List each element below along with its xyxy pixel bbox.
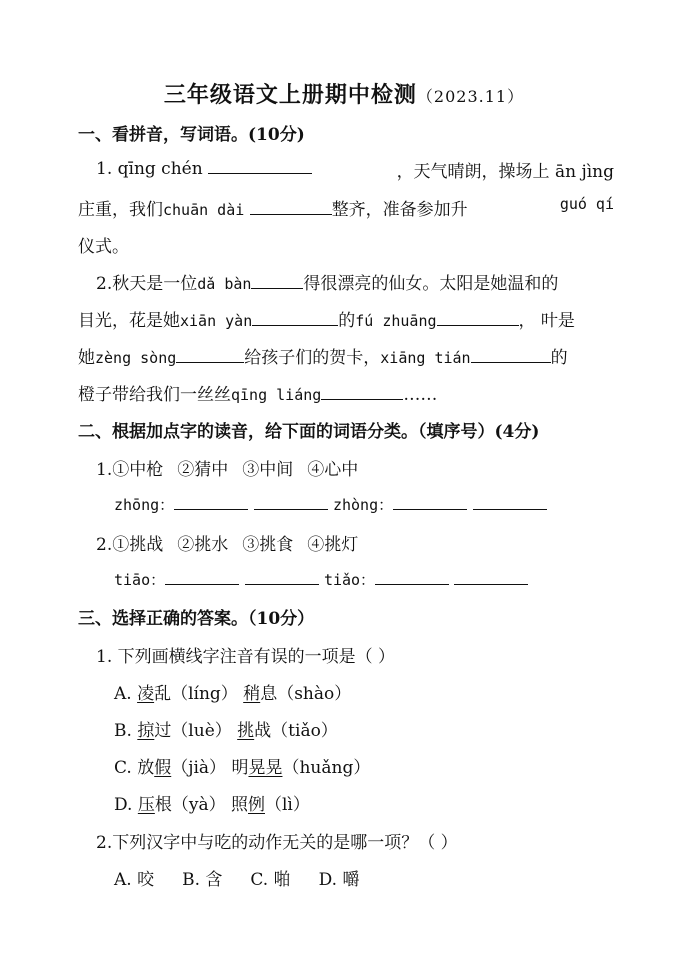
q3-option-b[interactable]: B. 掠过（luè） 挑战（tiǎo） bbox=[114, 721, 338, 741]
q2-group-2-words: 2.①挑战 ②挑水 ③挑食 ④挑灯 bbox=[96, 535, 359, 555]
blank-zengsong[interactable] bbox=[176, 346, 244, 363]
q1-line-2 bbox=[78, 195, 614, 220]
blank-fuzhuang[interactable] bbox=[437, 309, 519, 326]
q1-line-3: 仪式。 bbox=[78, 237, 129, 257]
q1-l2-a: 庄重，我们 bbox=[78, 200, 163, 220]
blank-zhong4-a[interactable] bbox=[393, 493, 467, 510]
blank-qingliang[interactable] bbox=[321, 383, 403, 400]
q3-option-c[interactable]: C. 放假（jià） 明晃晃（huǎng） bbox=[114, 758, 371, 778]
q3-item-1: 1. 下列画横线字注音有误的一项是（ ） bbox=[96, 647, 396, 667]
q1-l1-a: 1. qīng chén bbox=[96, 159, 203, 179]
section-1-heading: 一、看拼音，写词语。(10分) bbox=[78, 125, 305, 145]
q3-opt2-b[interactable]: B. 含 bbox=[182, 870, 223, 890]
blank-tiao3-a[interactable] bbox=[375, 568, 449, 585]
blank-chuandai[interactable] bbox=[250, 198, 332, 215]
q1-l2-py2: guó qí bbox=[559, 195, 614, 213]
q1-line-5: 目光，花是她xiān yàn 的fú zhuāng ， 叶是 bbox=[78, 311, 575, 331]
blank-xianyan[interactable] bbox=[252, 309, 338, 326]
blank-zhong1-a[interactable] bbox=[174, 493, 248, 510]
blank-xiangtian[interactable] bbox=[471, 346, 551, 363]
q3-option-a[interactable]: A. 凌乱（líng） 稍息（shào） bbox=[114, 684, 352, 704]
q1-line-4: 2.秋天是一位dǎ bàn 得很漂亮的仙女。太阳是她温和的 bbox=[96, 274, 559, 294]
blank-zhong1-b[interactable] bbox=[254, 493, 328, 510]
q3-opt2-a[interactable]: A. 咬 bbox=[114, 870, 155, 890]
section-2-heading: 二、根据加点字的读音，给下面的词语分类。（填序号）(4分) bbox=[78, 422, 540, 442]
q2-group-1-answers: zhōng： zhòng： bbox=[114, 493, 654, 515]
section-3-heading: 三、选择正确的答案。（10分） bbox=[78, 609, 315, 629]
q1-line-1 bbox=[96, 157, 614, 182]
q3-opt2-c[interactable]: C. 啪 bbox=[250, 870, 291, 890]
q3-opt2-d[interactable]: D. 嚼 bbox=[318, 870, 360, 890]
blank-tiao3-b[interactable] bbox=[454, 568, 528, 585]
title-date: （2023.11） bbox=[416, 87, 525, 106]
blank-tiao1-a[interactable] bbox=[165, 568, 239, 585]
blank-daban[interactable] bbox=[251, 272, 303, 289]
q3-item-2: 2.下列汉字中与吃的动作无关的是哪一项？（ ） bbox=[96, 833, 458, 853]
q1-l2-b: 整齐，准备参加升 bbox=[331, 200, 468, 220]
page-title bbox=[0, 78, 688, 109]
q1-l1-b: ，天气晴朗，操场上 ān jìng bbox=[396, 162, 614, 182]
q2-group-1-words: 1.①中枪 ②猜中 ③中间 ④心中 bbox=[96, 460, 359, 480]
q3-option-d[interactable]: D. 压根（yà） 照例（lì） bbox=[114, 795, 310, 815]
blank-zhong4-b[interactable] bbox=[473, 493, 547, 510]
blank-tiao1-b[interactable] bbox=[245, 568, 319, 585]
q1-line-6: 她zèng sòng 给孩子们的贺卡，xiāng tián 的 bbox=[78, 348, 568, 368]
q1-line-7: 橙子带给我们一丝丝qīng liáng …… bbox=[78, 385, 438, 405]
q3-item-2-options bbox=[114, 865, 654, 890]
blank-qingchen[interactable] bbox=[208, 157, 312, 174]
title-main: 三年级语文上册期中检测 bbox=[163, 82, 417, 108]
q1-l2-py: chuān dài bbox=[163, 201, 245, 219]
q2-group-2-answers: tiāo： tiǎo： bbox=[114, 568, 654, 590]
